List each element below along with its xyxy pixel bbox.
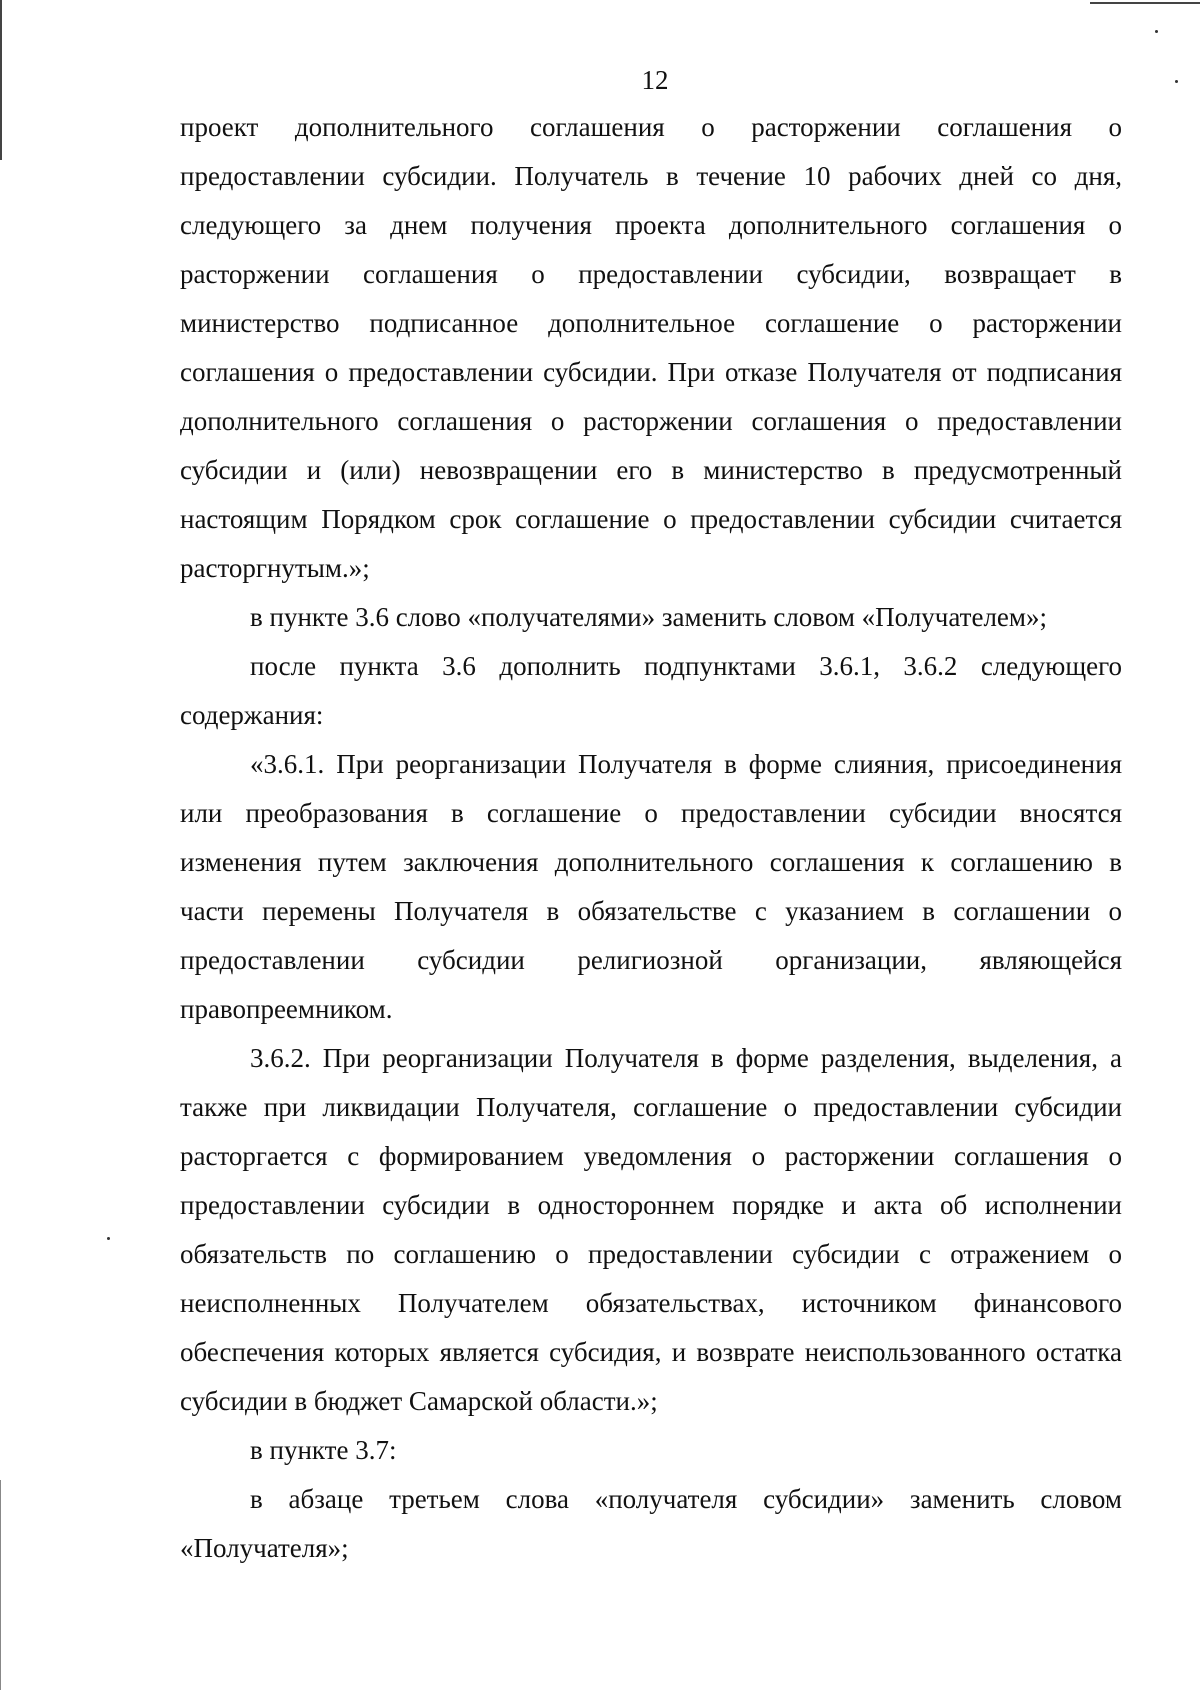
paragraph: проект дополнительного соглашения о расторжении соглашения о предоставлении субсидии. Получатель в течение 10 рабочих дней со дня, следующего за днем получения проекта дополнительного соглашения о расторжении соглашения о предоставлении субсидии, возвращает в министерство подписанное дополнительное соглашение о расторжении соглашения о предоставлении субсидии. При отказе Получателя от подписания дополнительного соглашения о расторжении соглашения о предоставлении субсидии и (или) невозвращении его в министерство в предусмотренный настоящим Порядком срок соглашение о предоставлении субсидии считается расторгнутым.»;	[180, 112, 1122, 583]
paragraph: в пункте 3.6 слово «получателями» заменить словом «Получателем»;	[250, 602, 1047, 632]
document-body	[180, 103, 1122, 1573]
scan-speck	[1155, 30, 1158, 33]
paragraph: после пункта 3.6 дополнить подпунктами 3.6.1, 3.6.2 следующего содержания:	[180, 651, 1122, 730]
paragraph: 3.6.2. При реорганизации Получателя в форме разделения, выделения, а также при ликвидации Получателя, соглашение о предоставлении субсидии расторгается с формированием уведомления о расторжении соглашения о предоставлении субсидии в одностороннем порядке и акта об исполнении обязательств по соглашению о предоставлении субсидии с отражением о неисполненных Получателем обязательствах, источником финансового обеспечения которых является субсидия, и возврате неиспользованного остатка субсидии в бюджет Самарской области.»;	[180, 1043, 1122, 1416]
scan-speck	[107, 1237, 110, 1240]
scan-edge-left-lower	[0, 1480, 1, 1690]
paragraph: в абзаце третьем слова «получателя субсидии» заменить словом «Получателя»;	[180, 1484, 1122, 1563]
paragraph: в пункте 3.7:	[250, 1435, 397, 1465]
paragraph: «3.6.1. При реорганизации Получателя в форме слияния, присоединения или преобразования в соглашение о предоставлении субсидии вносятся изменения путем заключения дополнительного соглашения к соглашению в части перемены Получателя в обязательстве с указанием в соглашении о предоставлении субсидии религиозной организации, являющейся правопреемником.	[180, 749, 1122, 1024]
scan-edge-top	[1090, 2, 1200, 4]
page-number: 12	[641, 65, 669, 95]
